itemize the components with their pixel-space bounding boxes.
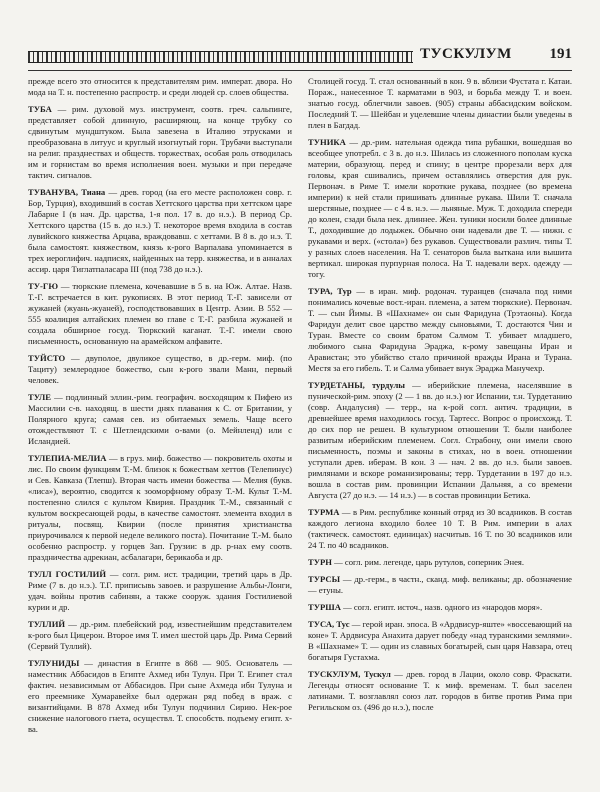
dictionary-entry bbox=[308, 602, 572, 613]
left-column bbox=[28, 76, 292, 741]
entry-headword: ТУЛЕПИА-МЕЛИА bbox=[28, 453, 107, 463]
entry-text: — др.-рим. нательная одежда типа рубашки, вошедшая во всеобщее употребл. с 3 в. до н.э. Шилась из сложенного пополам куска материи, образующ. перед и спину; в центре прорезали верх для головы, края сшивались, причем оставлялись отверстия для рук. Первонач. в Риме Т. имели короткие рукава, позднее (во времена империи) к ней стали пришивать длинные рукава. Шили Т. сначала шерстяные, позднее — с 4 в. н.э. — льняные. Муж. Т. доходила спереди до колен, сзади была нек. длиннее. Жен. туники носили более длинные Т., доходившие до лодыжек. Обычно они надевали две Т. — нижн. с рукавами и верх. («стола») без рукавов. Существовали различ. типы Т. у разных слоев населения. На Т. сенаторов была выткана или вышита вертикал. широкая пурпурная полоса. На Т. надевали верх. одежду — тогу. bbox=[308, 137, 572, 279]
dictionary-entry bbox=[28, 453, 292, 563]
entry-text: — др.-рим. плебейский род, известнейшим представителем к-рого был Цицерон. Второе имя Т. имел шестой царь Др. Рима Сервий (Сервий Туллий). bbox=[28, 619, 292, 651]
entry-headword: ТУРДЕТАНЫ, турдулы bbox=[308, 380, 405, 390]
entry-text: — согл. рим. ист. традиции, третий царь в Др. Риме (7 в. до н.э.). Т.Г. приписывь завоев. и разрушение Альбы-Лонги, удач. войны против сабинян, а также сооруж. здания Гостилиевой курии и др. bbox=[28, 569, 292, 612]
entry-headword: ТУНИКА bbox=[308, 137, 346, 147]
entry-text: — двуполое, двуликое существо, в др.-герм. миф. (по Тациту) землеродное божество, сын к-рого звали Манн, первый человек. bbox=[28, 353, 292, 385]
entry-headword: ТУ-ГЮ bbox=[28, 281, 59, 291]
entry-headword: ТУСА, Тус bbox=[308, 619, 350, 629]
entry-headword: ТУРСЫ bbox=[308, 574, 341, 584]
running-title: ТУСКУЛУМ bbox=[420, 46, 512, 62]
entry-text: — тюркские племена, кочевавшие в 5 в. на Юж. Алтае. Назв. Т.-Г. встречается в кит. рукописях. В этот период Т.-Г. зависели от жужаней (жуань-жуаней), господствовавших в Центр. Азии. В 552 — 555 коалиция алтайских племен во главе с Т.-Г. разбила жужаней и создала обширное госуд. Тюркский каганат. Т.-Г. имели свою письменность, основанную на арамейском алфавите. bbox=[28, 281, 292, 346]
entry-headword: ТУРН bbox=[308, 557, 332, 567]
dictionary-entry bbox=[28, 392, 292, 447]
entry-headword: ТУРША bbox=[308, 602, 341, 612]
entry-text: прежде всего это относится к представителям рим. императ. двора. Но мода на Т. н. постепенно распростр. и среди людей ср. слоев общества. bbox=[28, 76, 292, 97]
dictionary-entry bbox=[308, 669, 572, 713]
entry-headword: ТУРМА bbox=[308, 507, 340, 517]
page-header bbox=[28, 46, 572, 68]
dictionary-entry bbox=[308, 286, 572, 374]
entry-text: — древ. город (на его месте расположен совр. г. Бор, Турция), входивший в состав Хеттского царства при хеттском царе Лабарне I (в нач. Др. царства, 1-я пол. 17 в. до н.э.). В период Ср. Хеттского царства (15 в. до н.э.) Т. некоторое время входила в состав лувийского княжества Арцава, враждовавш. с хеттами. В 8 в. до н.э. Т. была самостоят. княжеством, князь к-рого Варпалава упоминается в трех иероглифич. надписях, найденных на терр. княжества, и в анналах ассир. царя Тиглатпаласара III (под 738 до н.э.). bbox=[28, 187, 292, 274]
entry-headword: ТУРА, Тур bbox=[308, 286, 352, 296]
entry-text: — подлинный эллин.-рим. географич. восходящим к Пифею из Массилии с-в. находящ. в шести днях плавания к С. от Британии, у Полярного круга; самая сев. из обитаемых земель. Чаще всего отождествляют Т. с Шетлендскими о-вами (о. Мейнленд) или с Исландией. bbox=[28, 392, 292, 446]
entry-headword: ТУСКУЛУМ, Тускул bbox=[308, 669, 391, 679]
right-column bbox=[308, 76, 572, 741]
header-rule bbox=[28, 70, 572, 71]
entry-text: — в иран. миф. родонач. туранцев (сначала под ними понимались кочевые вост.-иран. племена, а затем тюркские). Первонач. Т. — сын Йимы. В «Шахнаме» он сын Фаридуна (Трэтаоны). Когда Фаридун делит свое царство между сыновьями, Т. достаются Чин и Туран. Вместе со своим братом Салмом Т. убивает младшего, любимого сына Фаридуна Эраджа, к-рому завещаны Иран и Аравистан; это убийство стало причиной вражды Ирана и Турана. Местя за его гибель. Т. и Салма убивает внук Эраджа Манучехр. bbox=[308, 286, 572, 373]
dictionary-entry bbox=[28, 104, 292, 181]
dictionary-entry bbox=[308, 380, 572, 501]
ornament-band bbox=[28, 51, 413, 63]
entry-text: Столицей госуд. Т. стал основанный в кон. 9 в. вблизи Фустата г. Катаи. Пораж., нанесенное Т. карматами в 903, и борьба между Т. и воен. знатью госуд. облегчили завоев. (905) страны аббасидским войском. Последний Т. — Шейбан и уцелевшие члены династии были уведены в плен в Багдад. bbox=[308, 76, 572, 130]
dictionary-entry bbox=[308, 619, 572, 663]
entry-text: — рим. духовой муз. инструмент, соотв. греч. сальпинге, представляет собой длинную, расширяющ. на конце трубку со сдвинутым мундштуком. Была завезена в Италию этрусками и преобразована в литуус и круглый изогнутый горн. Трубачи выступали на религ. празднествах и обществ. торжествах, особая роль отводилась им и горнистам во время исполнения воен. музыки и при передаче тактич. сигналов. bbox=[28, 104, 292, 180]
entry-text: — согл. египт. источ., назв. одного из «народов моря». bbox=[340, 602, 543, 612]
entry-headword: ТУЛУНИДЫ bbox=[28, 658, 80, 668]
dictionary-entry bbox=[28, 619, 292, 652]
text-columns bbox=[28, 76, 572, 741]
dictionary-entry bbox=[28, 658, 292, 735]
entry-text: — согл. рим. легенде, царь рутулов, соперник Энея. bbox=[331, 557, 524, 567]
dictionary-entry bbox=[28, 187, 292, 275]
dictionary-entry bbox=[28, 281, 292, 347]
entry-text: — древ. город в Лации, около совр. Фраскати. Легенды относят основание Т. к миф. временам. Т. был заселен латинами. Т. возглавлял союз лат. городов в битве против Рима при Регильском оз. (496 до н.э.), после bbox=[308, 669, 572, 712]
entry-text: — герой иран. эпоса. В «Ардвисур-яште» «воссевающий на коне» Т. Ардвисура Анахита дарует победу «над туранскими землями». В «Шахнаме» Т. — один из славных богатырей, сын царя Навзара, отец богатыря Густахма. bbox=[308, 619, 572, 662]
entry-headword: ТУЛЛ ГОСТИЛИЙ bbox=[28, 569, 107, 579]
entry-text: — в груз. миф. божество — покровитель охоты и лис. По своим функциям Т.-М. близок к божествам хеттов (Телепинус) и Сев. Кавказа (Тлепш). Вторая часть имени божества — Мелия (букв. «лиса»), вероятно, сводится к зооморфному образу Т.-М. Культ Т.-М. постепенно слился с культом Квирия. Праздник Т.-М., связанный с культом воскресающей роды, в качестве самостоят. элемента входил в ритуалы, посвящ. Квирии (после принятия христианства приурочивался к первой неделе великого поста). Почитание Т.-М. было особенно распростр. у горцев Зап. Грузии: в др. р-нах ему соотв. праздничества адрекиан, асбалагари, берикаоба и др. bbox=[28, 453, 292, 562]
entry-text: — династия в Египте в 868 — 905. Основатель — наместник Аббасидов в Египте Ахмед ибн Тулун. При Т. Египет стал фактич. независимым от Аббасидов. При сыне Ахмеда ибн Тулуна и его преемнике Хумаравейхе был одержан ряд побед в враж. с византийцами. В 878 Ахмед ибн Тулун подчинил Сирию. Нек-рое снижение налогового гнета, осуществл. Т. способств. подъему египт. х-ва. bbox=[28, 658, 292, 734]
dictionary-entry bbox=[308, 574, 572, 596]
entry-headword: ТУБА bbox=[28, 104, 52, 114]
entry-headword: ТУЛЛИЙ bbox=[28, 619, 66, 629]
entry-headword: ТУЙСТО bbox=[28, 353, 66, 363]
entry-text: — др.-герм., в частн., сканд. миф. великаны; др. обозначение — етуны. bbox=[308, 574, 572, 595]
entry-headword: ТУЛЕ bbox=[28, 392, 52, 402]
dictionary-entry bbox=[28, 76, 292, 98]
dictionary-entry bbox=[308, 76, 572, 131]
entry-headword: ТУВАНУВА, Тиана bbox=[28, 187, 106, 197]
dictionary-entry bbox=[308, 137, 572, 280]
dictionary-entry bbox=[308, 557, 572, 568]
page-number: 191 bbox=[549, 46, 572, 62]
dictionary-entry bbox=[308, 507, 572, 551]
dictionary-entry bbox=[28, 569, 292, 613]
entry-text: — в Рим. республике конный отряд из 30 всадников. В состав каждого легиона входило более 10 Т. В Рим. империи в алах (тактическ. самостоят. единицах) насчитыв. 16 Т. по 30 всадников или 24 Т. по 40 всадников. bbox=[308, 507, 572, 550]
entry-text: — иберийские племена, населявшие в пунической-рим. эпоху (2 — 1 вв. до н.э.) юг Испании, т.н. Турдетанию (совр. Андалусия) — терр., на к-рой согл. антич. традиции, в древнейшее время находилось госуд. Тартесс. Вопрос о происхожд. Т. до сих пор не решен. В культурном отношении Т. были наиболее развитым иберийским племенем. Согл. Страбону, они имели свою письменность, поэмы и законы в стихах, но в воен. отношении уступали древ. иберам. В кон. 3 — нач. 2 вв. до н.э. были завоев. римлянами и вскоре романизированы; терр. Турдетании в 197 до н.э. вошла в состав рим. провинции Испании Дальняя, а со времени Августа (27 до н.э. — 14 н.э.) — в состав провинции Бетика. bbox=[308, 380, 572, 500]
dictionary-entry bbox=[28, 353, 292, 386]
